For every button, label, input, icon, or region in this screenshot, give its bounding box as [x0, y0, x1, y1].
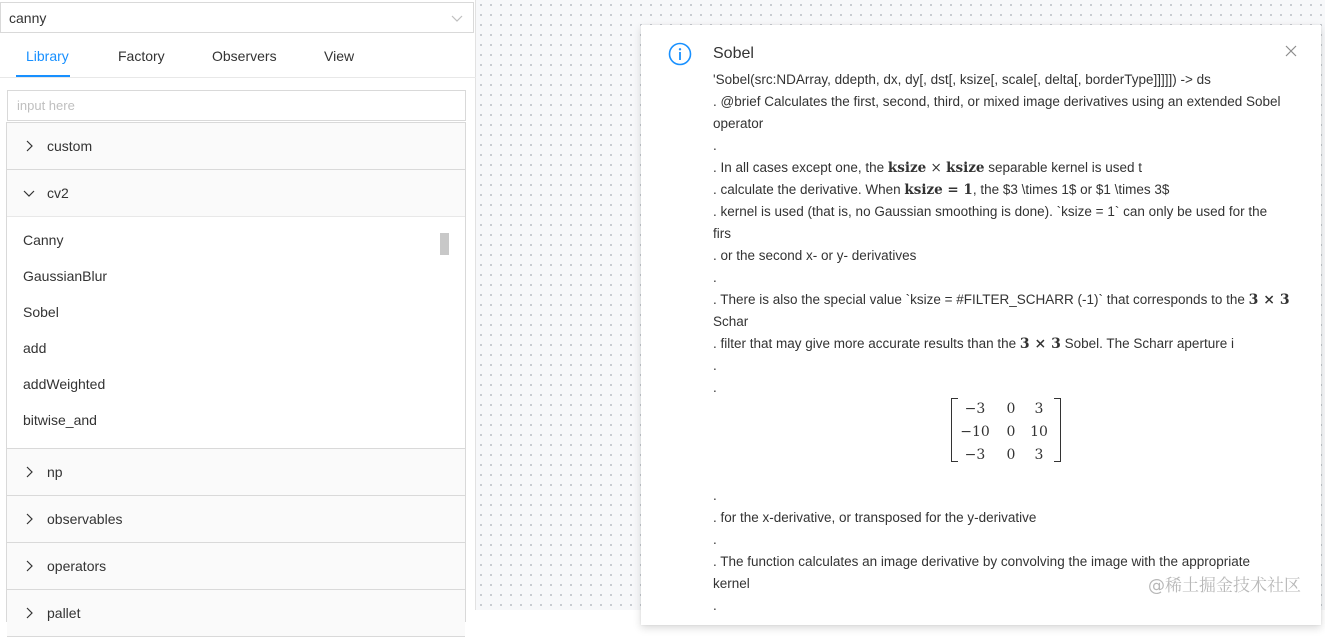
chevron-right-icon — [23, 607, 35, 619]
matrix-cell: −10 — [960, 424, 990, 440]
doc-text: , the $3 \times 1$ or $1 \times 3$ — [972, 182, 1170, 197]
chevron-right-icon — [23, 140, 35, 152]
doc-line: firs — [713, 226, 731, 241]
doc-text: . In all cases except one, the — [713, 160, 888, 175]
chevron-right-icon — [23, 560, 35, 572]
matrix-cell: −3 — [964, 447, 986, 463]
matrix-cell: 3 — [1034, 401, 1044, 417]
matrix-cell: −3 — [964, 401, 986, 417]
tree-item-canny[interactable]: Canny — [23, 232, 64, 248]
doc-math: ksize — [887, 160, 927, 176]
tree-group-label: cv2 — [47, 185, 69, 201]
chevron-right-icon — [23, 466, 35, 478]
doc-math: ksize = 1 — [904, 182, 973, 198]
tree-group-pallet[interactable] — [7, 590, 465, 637]
watermark: @稀土掘金技术社区 — [1148, 576, 1301, 596]
tree-group-label: operators — [47, 558, 107, 574]
doc-text: Sobel. The Scharr aperture i — [1060, 336, 1234, 351]
doc-line: . for the x-derivative, or transposed for the y-derivative — [713, 510, 1037, 525]
scrollbar-thumb[interactable] — [440, 233, 449, 255]
tree-group-label: custom — [47, 138, 93, 154]
info-icon — [668, 42, 692, 66]
library-panel — [0, 0, 476, 621]
chevron-down-icon — [23, 187, 35, 199]
matrix-cell: 0 — [1006, 401, 1016, 417]
close-icon[interactable] — [1285, 45, 1297, 57]
tree-group-label: pallet — [47, 605, 81, 621]
tree-group-operators[interactable] — [7, 543, 465, 590]
doc-line: kernel — [713, 576, 750, 591]
tab-observers[interactable]: Observers — [212, 48, 277, 64]
tab-bar — [0, 34, 476, 78]
doc-line: . or the second x- or y- derivatives — [713, 248, 917, 263]
doc-line — [713, 336, 1234, 352]
tree-group-label: np — [47, 464, 63, 480]
matrix-left-bracket — [951, 398, 958, 462]
tree-item-sobel[interactable]: Sobel — [23, 304, 59, 320]
doc-line: . — [713, 532, 717, 547]
chevron-right-icon — [23, 513, 35, 525]
doc-line: operator — [713, 116, 764, 131]
node-select-value: canny — [9, 10, 47, 26]
matrix-cell: 3 — [1034, 447, 1044, 463]
doc-line: . — [713, 138, 717, 153]
tree-group-cv2[interactable] — [7, 170, 465, 217]
doc-text: . calculate the derivative. When — [713, 182, 905, 197]
doc-line: . — [713, 358, 717, 373]
doc-math: 3 × 3 — [1019, 336, 1061, 352]
doc-text: separable kernel is used t — [984, 160, 1143, 175]
doc-line: . kernel is used (that is, no Gaussian smoothing is done). `ksize = 1` can only be used for the — [713, 204, 1268, 219]
doc-line: . — [713, 270, 717, 285]
doc-notification — [641, 25, 1321, 625]
library-tree — [6, 122, 466, 622]
doc-line: . @brief Calculates the first, second, third, or mixed image derivatives using an extended Sobel — [713, 94, 1281, 109]
tab-view[interactable]: View — [324, 48, 355, 64]
doc-math: 3 × 3 — [1248, 292, 1290, 308]
tree-group-label: observables — [47, 511, 123, 527]
doc-line — [713, 160, 1142, 176]
matrix-cell: 0 — [1006, 447, 1016, 463]
doc-math: ksize — [946, 160, 985, 176]
doc-line — [713, 292, 1290, 308]
doc-title: Sobel — [713, 45, 754, 62]
doc-line: . — [713, 380, 717, 395]
doc-text: . There is also the special value `ksize = #FILTER_SCHARR (-1)` that corresponds to the — [713, 292, 1249, 307]
doc-line: Schar — [713, 314, 749, 329]
tree-group-custom[interactable] — [7, 123, 465, 170]
tab-library[interactable]: Library — [26, 48, 69, 64]
matrix-cell: 0 — [1006, 424, 1016, 440]
search-input[interactable] — [7, 90, 466, 121]
node-select[interactable] — [0, 2, 474, 33]
tree-group-np[interactable] — [7, 449, 465, 496]
tree-item-addweighted[interactable]: addWeighted — [23, 376, 106, 392]
doc-line: . The function calculates an image derivative by convolving the image with the appropriate — [713, 554, 1251, 569]
doc-signature: 'Sobel(src:NDArray, ddepth, dx, dy[, dst[, ksize[, scale[, delta[, borderType]]]]]) -> ds — [713, 72, 1211, 87]
tree-item-bitwise_and[interactable]: bitwise_and — [23, 412, 97, 428]
doc-text: . filter that may give more accurate results than the — [713, 336, 1020, 351]
doc-line — [713, 182, 1169, 198]
cv2-item-list — [7, 217, 465, 449]
scharr-matrix — [951, 398, 1061, 462]
tab-factory[interactable]: Factory — [118, 48, 165, 64]
tree-item-add[interactable]: add — [23, 340, 47, 356]
tree-group-observables[interactable] — [7, 496, 465, 543]
matrix-right-bracket — [1054, 398, 1061, 462]
chevron-down-icon — [451, 12, 463, 24]
doc-math: × — [926, 160, 947, 176]
matrix-cell: 10 — [1030, 424, 1048, 440]
doc-line: . — [713, 598, 717, 613]
active-tab-indicator — [16, 75, 70, 77]
tree-item-gaussianblur[interactable]: GaussianBlur — [23, 268, 108, 284]
doc-line: . — [713, 488, 717, 503]
